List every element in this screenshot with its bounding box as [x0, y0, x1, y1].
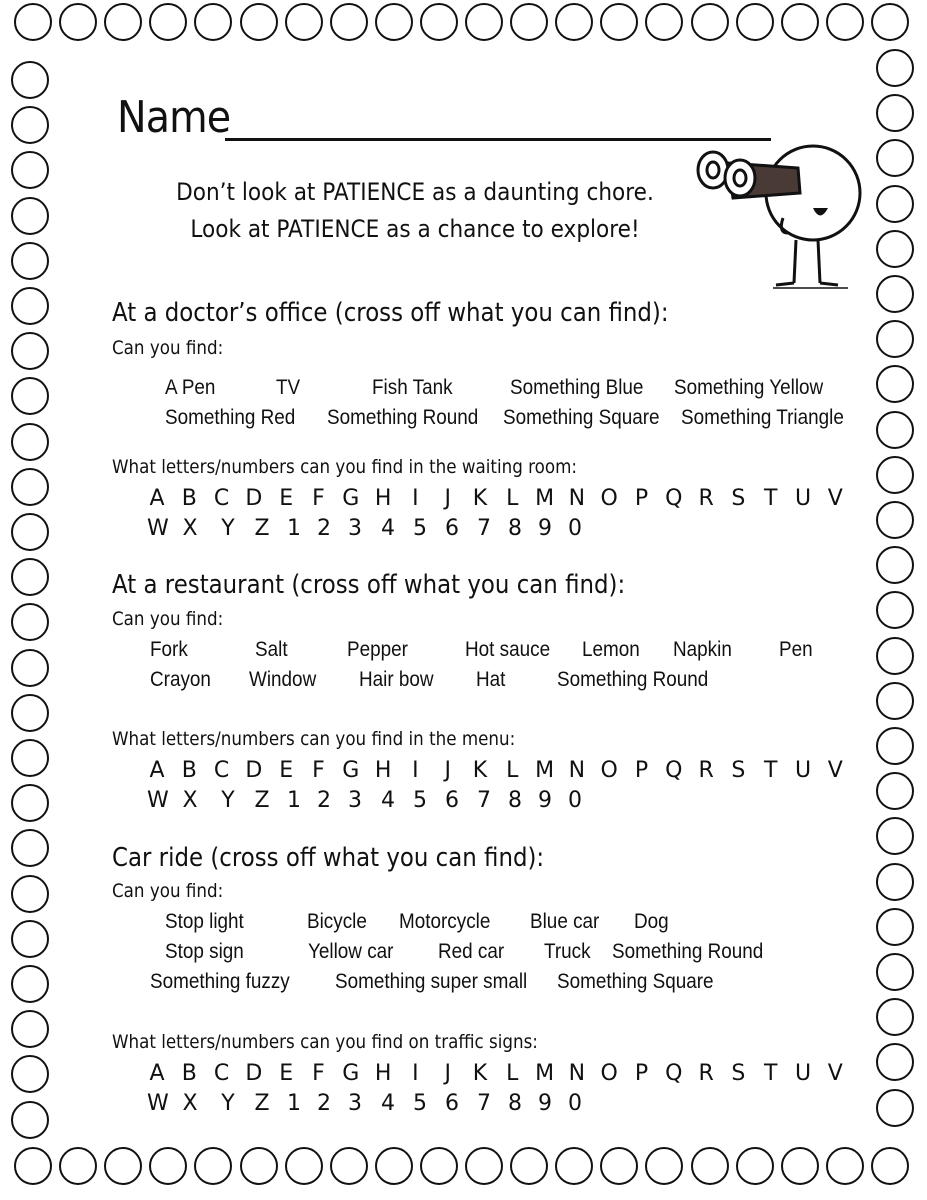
find-item[interactable]: Something Round [612, 940, 764, 963]
border-circle [11, 965, 49, 1003]
find-item[interactable]: Truck [544, 940, 591, 963]
letter-item[interactable]: M [535, 1061, 555, 1086]
letter-item[interactable]: 0 [568, 788, 582, 813]
border-circle [876, 275, 914, 313]
border-circle [194, 3, 232, 41]
letter-item[interactable]: Q [665, 758, 683, 783]
letter-item[interactable]: P [634, 486, 649, 511]
border-circle [876, 546, 914, 584]
border-circle [876, 817, 914, 855]
border-circle [11, 423, 49, 461]
border-circle [11, 829, 49, 867]
can-you-find-label: Can you find: [112, 608, 224, 630]
letter-item[interactable]: K [472, 486, 488, 511]
letter-item[interactable]: 9 [538, 788, 552, 813]
border-circle [510, 3, 548, 41]
find-item[interactable]: Bicycle [307, 910, 367, 933]
border-circle [876, 908, 914, 946]
letter-item[interactable]: N [568, 1061, 586, 1086]
border-circle [510, 1147, 548, 1185]
quote-line-1: Don’t look at PATIENCE as a daunting chore. [176, 178, 654, 206]
border-circle [420, 1147, 458, 1185]
find-item[interactable]: Dog [634, 910, 669, 933]
letter-item[interactable]: O [600, 1061, 618, 1086]
border-circle [285, 1147, 323, 1185]
border-circle [645, 3, 683, 41]
letter-item[interactable]: H [374, 1061, 392, 1086]
letter-item[interactable]: V [827, 758, 843, 783]
find-item[interactable]: Something Square [503, 406, 660, 429]
border-circle [149, 3, 187, 41]
letters-prompt: What letters/numbers can you find in the waiting room: [112, 456, 578, 478]
find-item[interactable]: Stop sign [165, 940, 244, 963]
letter-item[interactable]: C [213, 1061, 230, 1086]
border-circle [871, 1147, 909, 1185]
letter-item[interactable]: 2 [317, 516, 331, 541]
find-item[interactable]: Something Red [165, 406, 296, 429]
border-circle [11, 61, 49, 99]
letter-item[interactable]: F [312, 1061, 325, 1086]
letter-item[interactable]: D [245, 1061, 263, 1086]
letter-item[interactable]: 2 [317, 788, 331, 813]
find-item[interactable]: Window [249, 668, 317, 691]
letter-item[interactable]: R [698, 1061, 714, 1086]
letter-item[interactable]: I [412, 486, 419, 511]
name-label: Name [117, 92, 231, 143]
section-heading: At a restaurant (cross off what you can find): [112, 570, 626, 600]
border-circle [11, 1055, 49, 1093]
letter-item[interactable]: R [698, 758, 714, 783]
border-circle [826, 1147, 864, 1185]
find-item[interactable]: Something Square [557, 970, 714, 993]
border-circle [240, 3, 278, 41]
letter-item[interactable]: V [827, 486, 843, 511]
letter-item[interactable]: A [149, 1061, 165, 1086]
letter-item[interactable]: 7 [477, 516, 491, 541]
find-item[interactable]: Something fuzzy [150, 970, 290, 993]
border-circle [11, 603, 49, 641]
border-circle [11, 694, 49, 732]
border-circle [555, 3, 593, 41]
find-item[interactable]: Something Round [557, 668, 709, 691]
letters-prompt: What letters/numbers can you find on traffic signs: [112, 1031, 538, 1053]
find-item[interactable]: Blue car [530, 910, 600, 933]
border-circle [149, 1147, 187, 1185]
letter-item[interactable]: 4 [381, 516, 395, 541]
letter-item[interactable]: K [472, 758, 488, 783]
border-circle [736, 1147, 774, 1185]
find-item[interactable]: Fish Tank [372, 376, 453, 399]
letter-item[interactable]: U [794, 486, 812, 511]
find-item[interactable]: Crayon [150, 668, 211, 691]
border-circle [876, 365, 914, 403]
letter-item[interactable]: S [731, 1061, 746, 1086]
letter-item[interactable]: J [444, 486, 451, 511]
letter-item[interactable]: B [181, 486, 197, 511]
letter-item[interactable]: 1 [287, 788, 301, 813]
letter-item[interactable]: W [147, 788, 169, 813]
letter-item[interactable]: 7 [477, 1091, 491, 1116]
letter-item[interactable]: S [731, 758, 746, 783]
letter-item[interactable]: 4 [381, 788, 395, 813]
border-circle [555, 1147, 593, 1185]
letter-item[interactable]: C [213, 758, 230, 783]
border-circle [11, 513, 49, 551]
letter-item[interactable]: C [213, 486, 230, 511]
border-circle [876, 230, 914, 268]
letter-item[interactable]: P [634, 758, 649, 783]
letter-item[interactable]: K [472, 1061, 488, 1086]
border-circle [876, 682, 914, 720]
letter-item[interactable]: L [506, 758, 519, 783]
border-circle [330, 1147, 368, 1185]
letter-item[interactable]: E [279, 486, 294, 511]
border-circle [11, 649, 49, 687]
find-item[interactable]: Hat [476, 668, 506, 691]
border-circle [876, 953, 914, 991]
border-circle [876, 727, 914, 765]
letter-item[interactable]: T [763, 758, 778, 783]
border-circle [285, 3, 323, 41]
letter-item[interactable]: 5 [413, 1091, 427, 1116]
letter-item[interactable]: 2 [317, 1091, 331, 1116]
letter-item[interactable]: H [374, 486, 392, 511]
letter-item[interactable]: Q [665, 1061, 683, 1086]
letter-item[interactable]: I [412, 1061, 419, 1086]
letter-item[interactable]: X [182, 1091, 198, 1116]
find-item[interactable]: Lemon [582, 638, 640, 661]
letter-item[interactable]: A [149, 758, 165, 783]
letters-prompt: What letters/numbers can you find in the menu: [112, 728, 516, 750]
letter-item[interactable]: 3 [348, 1091, 362, 1116]
border-circle [876, 863, 914, 901]
find-item[interactable]: Motorcycle [399, 910, 491, 933]
letter-item[interactable]: B [181, 1061, 197, 1086]
letter-item[interactable]: E [279, 758, 294, 783]
border-circle [876, 49, 914, 87]
border-circle [645, 1147, 683, 1185]
letter-item[interactable]: T [763, 1061, 778, 1086]
border-circle [826, 3, 864, 41]
border-circle [330, 3, 368, 41]
find-item[interactable]: A Pen [165, 376, 216, 399]
letter-item[interactable]: 4 [381, 1091, 395, 1116]
letter-item[interactable]: V [827, 1061, 843, 1086]
letter-item[interactable]: U [794, 1061, 812, 1086]
border-circle [876, 998, 914, 1036]
border-circle [876, 1089, 914, 1127]
letter-item[interactable]: X [182, 516, 198, 541]
border-circle [871, 3, 909, 41]
letter-item[interactable]: L [506, 1061, 519, 1086]
letter-item[interactable]: N [568, 486, 586, 511]
border-circle [14, 3, 52, 41]
find-item[interactable]: Something Round [327, 406, 479, 429]
border-circle [11, 151, 49, 189]
border-circle [11, 920, 49, 958]
find-item[interactable]: Fork [150, 638, 188, 661]
letter-item[interactable]: 1 [287, 1091, 301, 1116]
border-circle [781, 1147, 819, 1185]
letter-item[interactable]: L [506, 486, 519, 511]
border-circle [11, 784, 49, 822]
letter-item[interactable]: 0 [568, 1091, 582, 1116]
border-circle [11, 332, 49, 370]
letter-item[interactable]: M [535, 758, 555, 783]
can-you-find-label: Can you find: [112, 880, 224, 902]
border-circle [691, 1147, 729, 1185]
border-circle [420, 3, 458, 41]
find-item[interactable]: Something super small [335, 970, 528, 993]
letter-item[interactable]: M [535, 486, 555, 511]
letter-item[interactable]: Z [254, 516, 270, 541]
border-circle [876, 94, 914, 132]
letter-item[interactable]: W [147, 516, 169, 541]
letter-item[interactable]: 5 [413, 516, 427, 541]
letter-item[interactable]: J [444, 758, 451, 783]
letter-item[interactable]: G [342, 758, 360, 783]
letter-item[interactable]: B [181, 758, 197, 783]
letter-item[interactable]: 8 [508, 516, 522, 541]
letter-item[interactable]: 3 [348, 788, 362, 813]
border-circle [11, 242, 49, 280]
border-circle [876, 139, 914, 177]
find-item[interactable]: Something Yellow [674, 376, 824, 399]
border-circle [11, 739, 49, 777]
letter-item[interactable]: Y [221, 788, 235, 813]
letter-item[interactable]: S [731, 486, 746, 511]
letter-item[interactable]: X [182, 788, 198, 813]
border-circle [11, 377, 49, 415]
border-circle [465, 3, 503, 41]
border-circle [104, 3, 142, 41]
letter-item[interactable]: F [312, 486, 325, 511]
border-circle [781, 3, 819, 41]
border-circle [600, 1147, 638, 1185]
border-circle [240, 1147, 278, 1185]
border-circle [876, 185, 914, 223]
letter-item[interactable]: 6 [445, 516, 459, 541]
border-circle [14, 1147, 52, 1185]
letter-item[interactable]: 6 [445, 1091, 459, 1116]
letter-item[interactable]: 6 [445, 788, 459, 813]
find-item[interactable]: Pepper [347, 638, 408, 661]
border-circle [876, 411, 914, 449]
letter-item[interactable]: 8 [508, 788, 522, 813]
border-circle [59, 1147, 97, 1185]
letter-item[interactable]: T [763, 486, 778, 511]
border-circle [876, 591, 914, 629]
letter-item[interactable]: D [245, 486, 263, 511]
binoculars-character-icon [688, 138, 868, 293]
letter-item[interactable]: W [147, 1091, 169, 1116]
border-circle [876, 1043, 914, 1081]
letter-item[interactable]: E [279, 1061, 294, 1086]
border-circle [11, 558, 49, 596]
border-circle [11, 197, 49, 235]
letter-item[interactable]: 1 [287, 516, 301, 541]
border-circle [11, 106, 49, 144]
border-circle [876, 320, 914, 358]
border-circle [11, 1101, 49, 1139]
letter-item[interactable]: 9 [538, 516, 552, 541]
can-you-find-label: Can you find: [112, 337, 224, 359]
find-item[interactable]: Stop light [165, 910, 244, 933]
letter-item[interactable]: J [444, 1061, 451, 1086]
border-circle [104, 1147, 142, 1185]
letter-item[interactable]: Z [254, 788, 270, 813]
letter-item[interactable]: G [342, 1061, 360, 1086]
letter-item[interactable]: P [634, 1061, 649, 1086]
border-circle [876, 501, 914, 539]
letter-item[interactable]: R [698, 486, 714, 511]
letter-item[interactable]: 0 [568, 516, 582, 541]
border-circle [11, 1010, 49, 1048]
find-item[interactable]: Yellow car [308, 940, 394, 963]
border-circle [736, 3, 774, 41]
border-circle [194, 1147, 232, 1185]
letter-item[interactable]: 9 [538, 1091, 552, 1116]
border-circle [465, 1147, 503, 1185]
border-circle [691, 3, 729, 41]
find-item[interactable]: Something Triangle [681, 406, 844, 429]
letter-item[interactable]: A [149, 486, 165, 511]
section-heading: At a doctor’s office (cross off what you can find): [112, 298, 669, 328]
letter-item[interactable]: 3 [348, 516, 362, 541]
letter-item[interactable]: H [374, 758, 392, 783]
letter-item[interactable]: O [600, 486, 618, 511]
letter-item[interactable]: I [412, 758, 419, 783]
border-circle [375, 3, 413, 41]
border-circle [600, 3, 638, 41]
letter-item[interactable]: 8 [508, 1091, 522, 1116]
find-item[interactable]: Pen [779, 638, 813, 661]
border-circle [876, 637, 914, 675]
letter-item[interactable]: Z [254, 1091, 270, 1116]
border-circle [59, 3, 97, 41]
border-circle [876, 456, 914, 494]
find-item[interactable]: Napkin [673, 638, 732, 661]
find-item[interactable]: Red car [438, 940, 505, 963]
find-item[interactable]: TV [276, 376, 301, 399]
find-item[interactable]: Something Blue [510, 376, 644, 399]
border-circle [11, 287, 49, 325]
letter-item[interactable]: Q [665, 486, 683, 511]
letter-item[interactable]: D [245, 758, 263, 783]
border-circle [876, 772, 914, 810]
border-circle [11, 875, 49, 913]
border-circle [11, 468, 49, 506]
letter-item[interactable]: G [342, 486, 360, 511]
letter-item[interactable]: 5 [413, 788, 427, 813]
find-item[interactable]: Hot sauce [465, 638, 551, 661]
find-item[interactable]: Salt [255, 638, 288, 661]
letter-item[interactable]: U [794, 758, 812, 783]
letter-item[interactable]: O [600, 758, 618, 783]
letter-item[interactable]: Y [221, 1091, 235, 1116]
quote-line-2: Look at PATIENCE as a chance to explore! [190, 215, 640, 243]
letter-item[interactable]: F [312, 758, 325, 783]
letter-item[interactable]: Y [221, 516, 235, 541]
letter-item[interactable]: 7 [477, 788, 491, 813]
border-circle [375, 1147, 413, 1185]
section-heading: Car ride (cross off what you can find): [112, 843, 545, 873]
find-item[interactable]: Hair bow [359, 668, 434, 691]
letter-item[interactable]: N [568, 758, 586, 783]
